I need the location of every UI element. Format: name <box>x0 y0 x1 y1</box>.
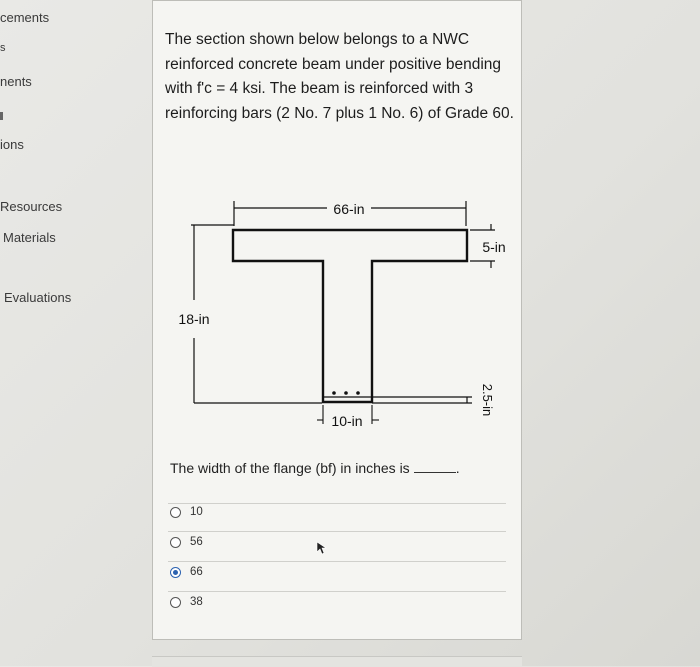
answer-option-56[interactable] <box>170 532 203 552</box>
cover-label: 2.5-in <box>480 383 495 417</box>
prompt-text: The width of the flange (bf) in inches is <box>170 460 410 476</box>
answer-option-10[interactable] <box>170 502 203 522</box>
radio-button[interactable] <box>170 597 181 608</box>
answer-blank <box>414 472 456 473</box>
t-beam-outline <box>233 230 467 402</box>
prompt-suffix: . <box>455 460 460 476</box>
radio-button[interactable] <box>170 537 181 548</box>
answer-option-66[interactable] <box>170 562 203 582</box>
question-text: The section shown below belongs to a NWC reinforced concrete beam under positive bending with f'c = 4 ksi. The beam is reinforced with 3 reinforcing bars (2 No. 7 plus 1 No. 6) of Grade 60. <box>165 31 514 122</box>
radio-button[interactable] <box>170 507 181 518</box>
sidebar-item-materials[interactable]: Materials <box>3 230 56 245</box>
card-bottom-edge <box>152 656 522 667</box>
web-width-label: 10-in <box>331 413 363 429</box>
answer-option-38[interactable] <box>170 592 203 612</box>
divider <box>168 531 506 532</box>
sidebar-item-discussions[interactable]: ions <box>0 137 24 152</box>
option-label: 10 <box>190 506 203 518</box>
radio-button-selected[interactable] <box>170 567 181 578</box>
divider <box>168 591 506 592</box>
rebar-1 <box>332 391 336 395</box>
sidebar-item-assignments[interactable]: nents <box>0 74 32 89</box>
height-label: 18-in <box>178 311 210 327</box>
option-label: 66 <box>190 566 203 578</box>
option-label: 56 <box>190 536 203 548</box>
option-label: 38 <box>190 596 203 608</box>
divider <box>168 561 506 562</box>
sidebar-item-evaluations[interactable]: Evaluations <box>4 290 72 305</box>
sidebar-item-truncated[interactable]: s <box>0 42 6 54</box>
sidebar-item-resources[interactable]: Resources <box>0 199 63 214</box>
sidebar-item-announcements[interactable]: cements <box>0 10 50 25</box>
flange-thickness-label: 5-in <box>482 239 506 255</box>
rebar-2 <box>344 391 348 395</box>
divider <box>168 503 506 504</box>
flange-width-label: 66-in <box>333 201 365 217</box>
question-prompt <box>170 460 460 476</box>
mouse-cursor-icon <box>316 541 328 555</box>
rebar-3 <box>356 391 360 395</box>
